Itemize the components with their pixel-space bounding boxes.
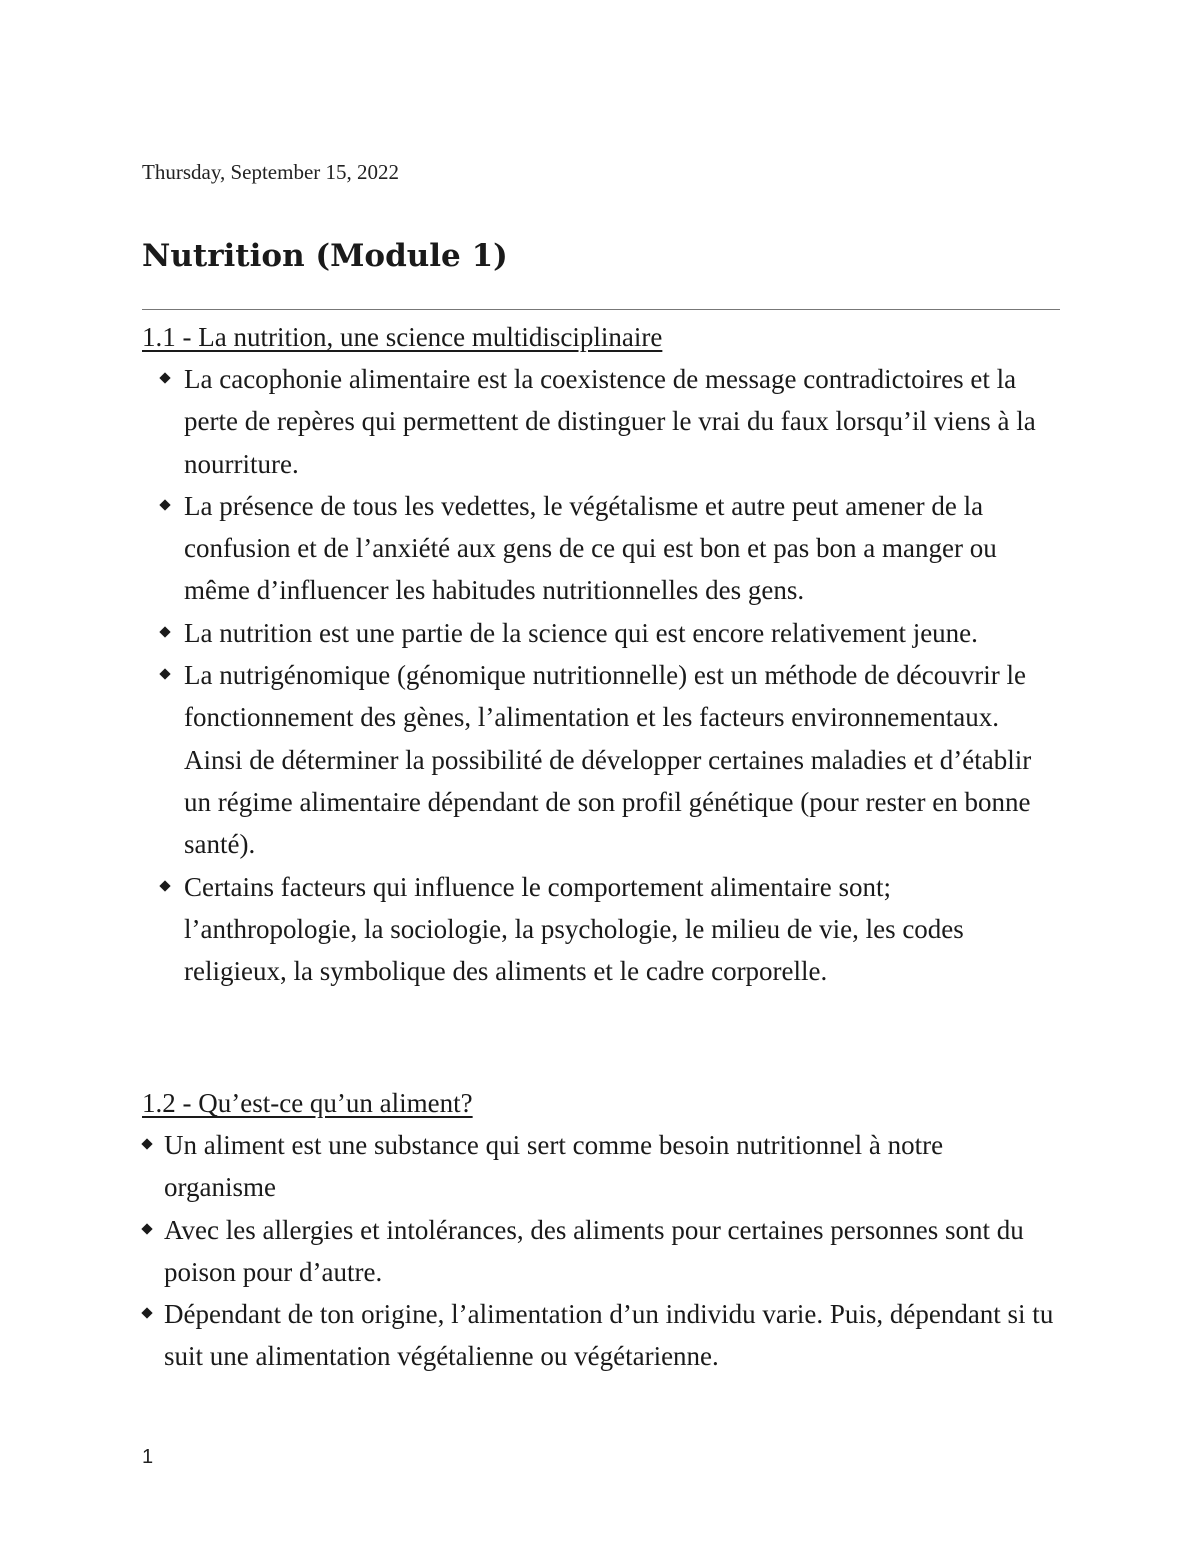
diamond-bullet-icon	[159, 880, 170, 891]
list-item-text: Avec les allergies et intolérances, des aliments pour certaines personnes sont du poison pour d’autre.	[164, 1214, 1024, 1287]
list-item	[142, 866, 1060, 993]
document-date: Thursday, September 15, 2022	[142, 160, 400, 184]
diamond-bullet-icon	[141, 1138, 152, 1149]
diamond-bullet-icon	[141, 1223, 152, 1234]
list-item	[142, 485, 1060, 612]
list-item	[142, 1124, 1060, 1209]
diamond-bullet-icon	[159, 626, 170, 637]
list-item	[142, 612, 1060, 654]
diamond-bullet-icon	[159, 668, 170, 679]
section-1-2	[142, 1082, 1060, 1378]
bullet-list	[142, 1124, 1060, 1378]
section-heading: 1.2 - Qu’est-ce qu’un aliment?	[142, 1088, 473, 1118]
diamond-bullet-icon	[159, 372, 170, 383]
list-item	[142, 1209, 1060, 1294]
list-item-text: Un aliment est une substance qui sert comme besoin nutritionnel à notre organisme	[164, 1130, 944, 1203]
list-item-text: Dépendant de ton origine, l’alimentation d’un individu varie. Puis, dépendant si tu suit une alimentation végétalienne ou végétarienne.	[164, 1299, 1054, 1372]
section-heading: 1.1 - La nutrition, une science multidisciplinaire	[142, 322, 663, 352]
list-item-text: La cacophonie alimentaire est la coexistence de message contradictoires et la perte de repères qui permettent de distinguer le vrai du faux lorsqu’il viens à la nourriture.	[184, 364, 1036, 479]
diamond-bullet-icon	[141, 1308, 152, 1319]
diamond-bullet-icon	[159, 499, 170, 510]
bullet-list	[142, 358, 1060, 992]
list-item-text: La nutrigénomique (génomique nutritionnelle) est un méthode de découvrir le fonctionnement des gènes, l’alimentation et les facteurs environnementaux. Ainsi de déterminer la possibilité de développer certaines maladies et d’établir un régime alimentaire dépendant de son profil génétique (pour rester en bonne santé).	[184, 660, 1032, 860]
list-item-text: La présence de tous les vedettes, le végétalisme et autre peut amener de la confusion et de l’anxiété aux gens de ce qui est bon et pas bon a manger ou même d’influencer les habitudes nutritionnelles des gens.	[184, 490, 997, 606]
page-number: 1	[142, 1446, 154, 1468]
list-item	[142, 358, 1060, 485]
title-divider	[142, 309, 1060, 310]
list-item	[142, 1293, 1060, 1378]
list-item-text: Certains facteurs qui influence le comportement alimentaire sont; l’anthropologie, la sociologie, la psychologie, le milieu de vie, les codes religieux, la symbolique des aliments et le cadre corporelle.	[184, 871, 964, 987]
document-title: Nutrition (Module 1)	[142, 238, 508, 274]
list-item	[142, 654, 1060, 865]
list-item-text: La nutrition est une partie de la science qui est encore relativement jeune.	[184, 617, 978, 648]
section-1-1	[142, 316, 1060, 992]
